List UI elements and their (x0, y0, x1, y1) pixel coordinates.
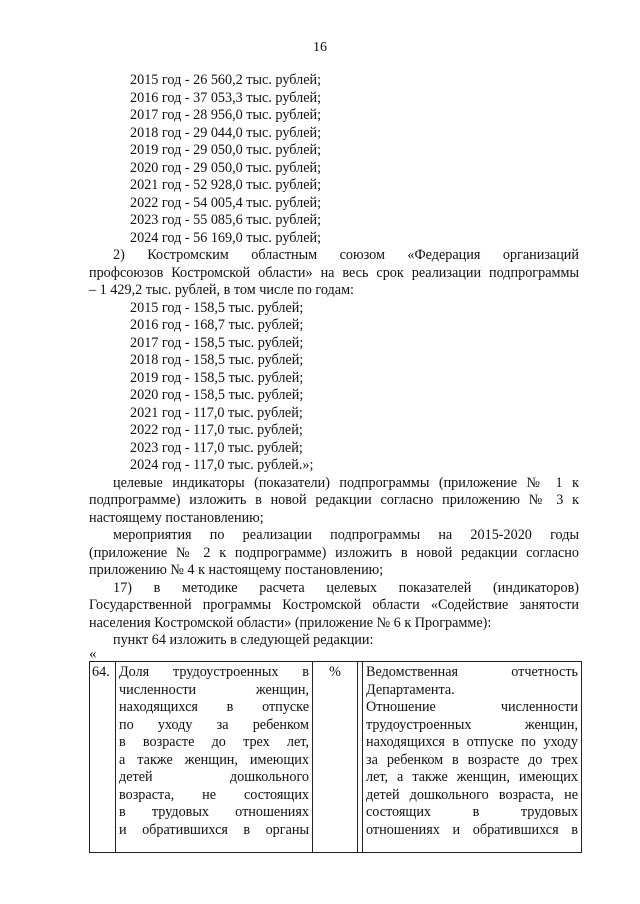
list-item: 2020 год - 158,5 тыс. рублей; (130, 387, 304, 403)
table-row (90, 662, 582, 853)
method-line: лет, а также женщин, имеющих (366, 769, 578, 785)
list-item: 2020 год - 29 050,0 тыс. рублей; (130, 159, 322, 176)
method-line: детей дошкольного возраста, не (366, 786, 578, 803)
indicator-name (116, 662, 313, 853)
list-item: 2021 год - 52 928,0 тыс. рублей; (130, 177, 322, 193)
paragraph-line: подпрограмме) изложить в новой редакции согласно приложению № 3 к (89, 492, 579, 508)
method-line: состоящих в трудовых (366, 804, 578, 820)
paragraph-line: настоящему постановлению; (89, 509, 264, 526)
indicator-name-line: Доля трудоустроенных в (119, 664, 309, 680)
paragraph-line: профсоюзов Костромской области» на весь срок реализации подпрограммы (89, 264, 579, 281)
method-line: отношениях и обратившихся в (366, 821, 578, 838)
paragraph-line: 2) Костромским областным союзом «Федерация организаций (113, 247, 579, 263)
paragraph-line: целевые индикаторы (показатели) подпрограммы (приложение № 1 к (113, 474, 579, 491)
list-item: 2016 год - 168,7 тыс. рублей; (130, 317, 304, 333)
list-item: 2022 год - 117,0 тыс. рублей; (130, 422, 303, 438)
indicator-name-line: детей дошкольного (119, 769, 309, 785)
list-item: 2016 год - 37 053,3 тыс. рублей; (130, 89, 322, 106)
indicator-name-line: численности женщин, (119, 681, 309, 698)
method-line: Отношение численности (366, 699, 578, 715)
list-item: 2024 год - 117,0 тыс. рублей.»; (130, 457, 314, 473)
list-item: 2019 год - 29 050,0 тыс. рублей; (130, 142, 322, 158)
list-item: 2015 год - 158,5 тыс. рублей; (130, 299, 304, 316)
list-item: 2022 год - 54 005,4 тыс. рублей; (130, 194, 322, 211)
list-item: 2018 год - 158,5 тыс. рублей; (130, 352, 304, 368)
row-number: 64. (90, 662, 116, 853)
method-line: Департамента. (366, 681, 455, 698)
list-item: 2015 год - 26 560,2 тыс. рублей; (130, 72, 322, 88)
calculation-method (363, 662, 582, 853)
paragraph-line: населения Костромской области» (приложение № 6 к Программе): (89, 614, 492, 631)
indicator-name-line: в возрасте до трех лет, (119, 734, 309, 750)
list-item: 2018 год - 29 044,0 тыс. рублей; (130, 124, 322, 141)
unit-cell: % (313, 662, 358, 853)
list-item: 2023 год - 117,0 тыс. рублей; (130, 439, 303, 456)
indicator-name-line: по уходу за ребенком (119, 716, 309, 733)
indicator-name-line: а также женщин, имеющих (119, 751, 309, 768)
paragraph-line: (приложение № 2 к подпрограмме) изложить в новой редакции согласно (89, 544, 579, 561)
list-item: 2024 год - 56 169,0 тыс. рублей; (130, 229, 322, 246)
indicator-name-line: в трудовых отношениях (119, 804, 309, 820)
paragraph-64: пункт 64 изложить в следующей редакции: (113, 632, 374, 648)
paragraph-line: – 1 429,2 тыс. рублей, в том числе по годам: (89, 282, 354, 298)
paragraph-line: Государственной программы Костромской области «Содействие занятости (89, 597, 579, 613)
list-item: 2021 год - 117,0 тыс. рублей; (130, 404, 303, 421)
opening-quote: « (89, 646, 97, 662)
indicator-name-line: и обратившихся в органы (119, 821, 309, 838)
method-line: трудоустроенных женщин, (366, 716, 578, 733)
paragraph-line: мероприятия по реализации подпрограммы на 2015-2020 годы (113, 527, 579, 543)
page-number: 16 (313, 40, 327, 55)
list-item: 2019 год - 158,5 тыс. рублей; (130, 369, 304, 386)
list-item: 2017 год - 28 956,0 тыс. рублей; (130, 107, 322, 123)
indicator-name-line: возраста, не состоящих (119, 786, 309, 803)
method-line: находящихся в отпуске по уходу (366, 734, 578, 750)
paragraph-line: 17) в методике расчета целевых показателей (индикаторов) (113, 579, 579, 596)
list-item: 2023 год - 55 085,6 тыс. рублей; (130, 212, 322, 228)
indicator-table (89, 661, 582, 853)
method-line: Ведомственная отчетность (366, 664, 578, 680)
paragraph-line: приложению № 4 к настоящему постановлению; (89, 562, 384, 578)
list-item: 2017 год - 158,5 тыс. рублей; (130, 334, 304, 351)
method-line: за ребенком в возрасте до трех (366, 751, 578, 768)
indicator-name-line: находящихся в отпуске (119, 699, 309, 715)
